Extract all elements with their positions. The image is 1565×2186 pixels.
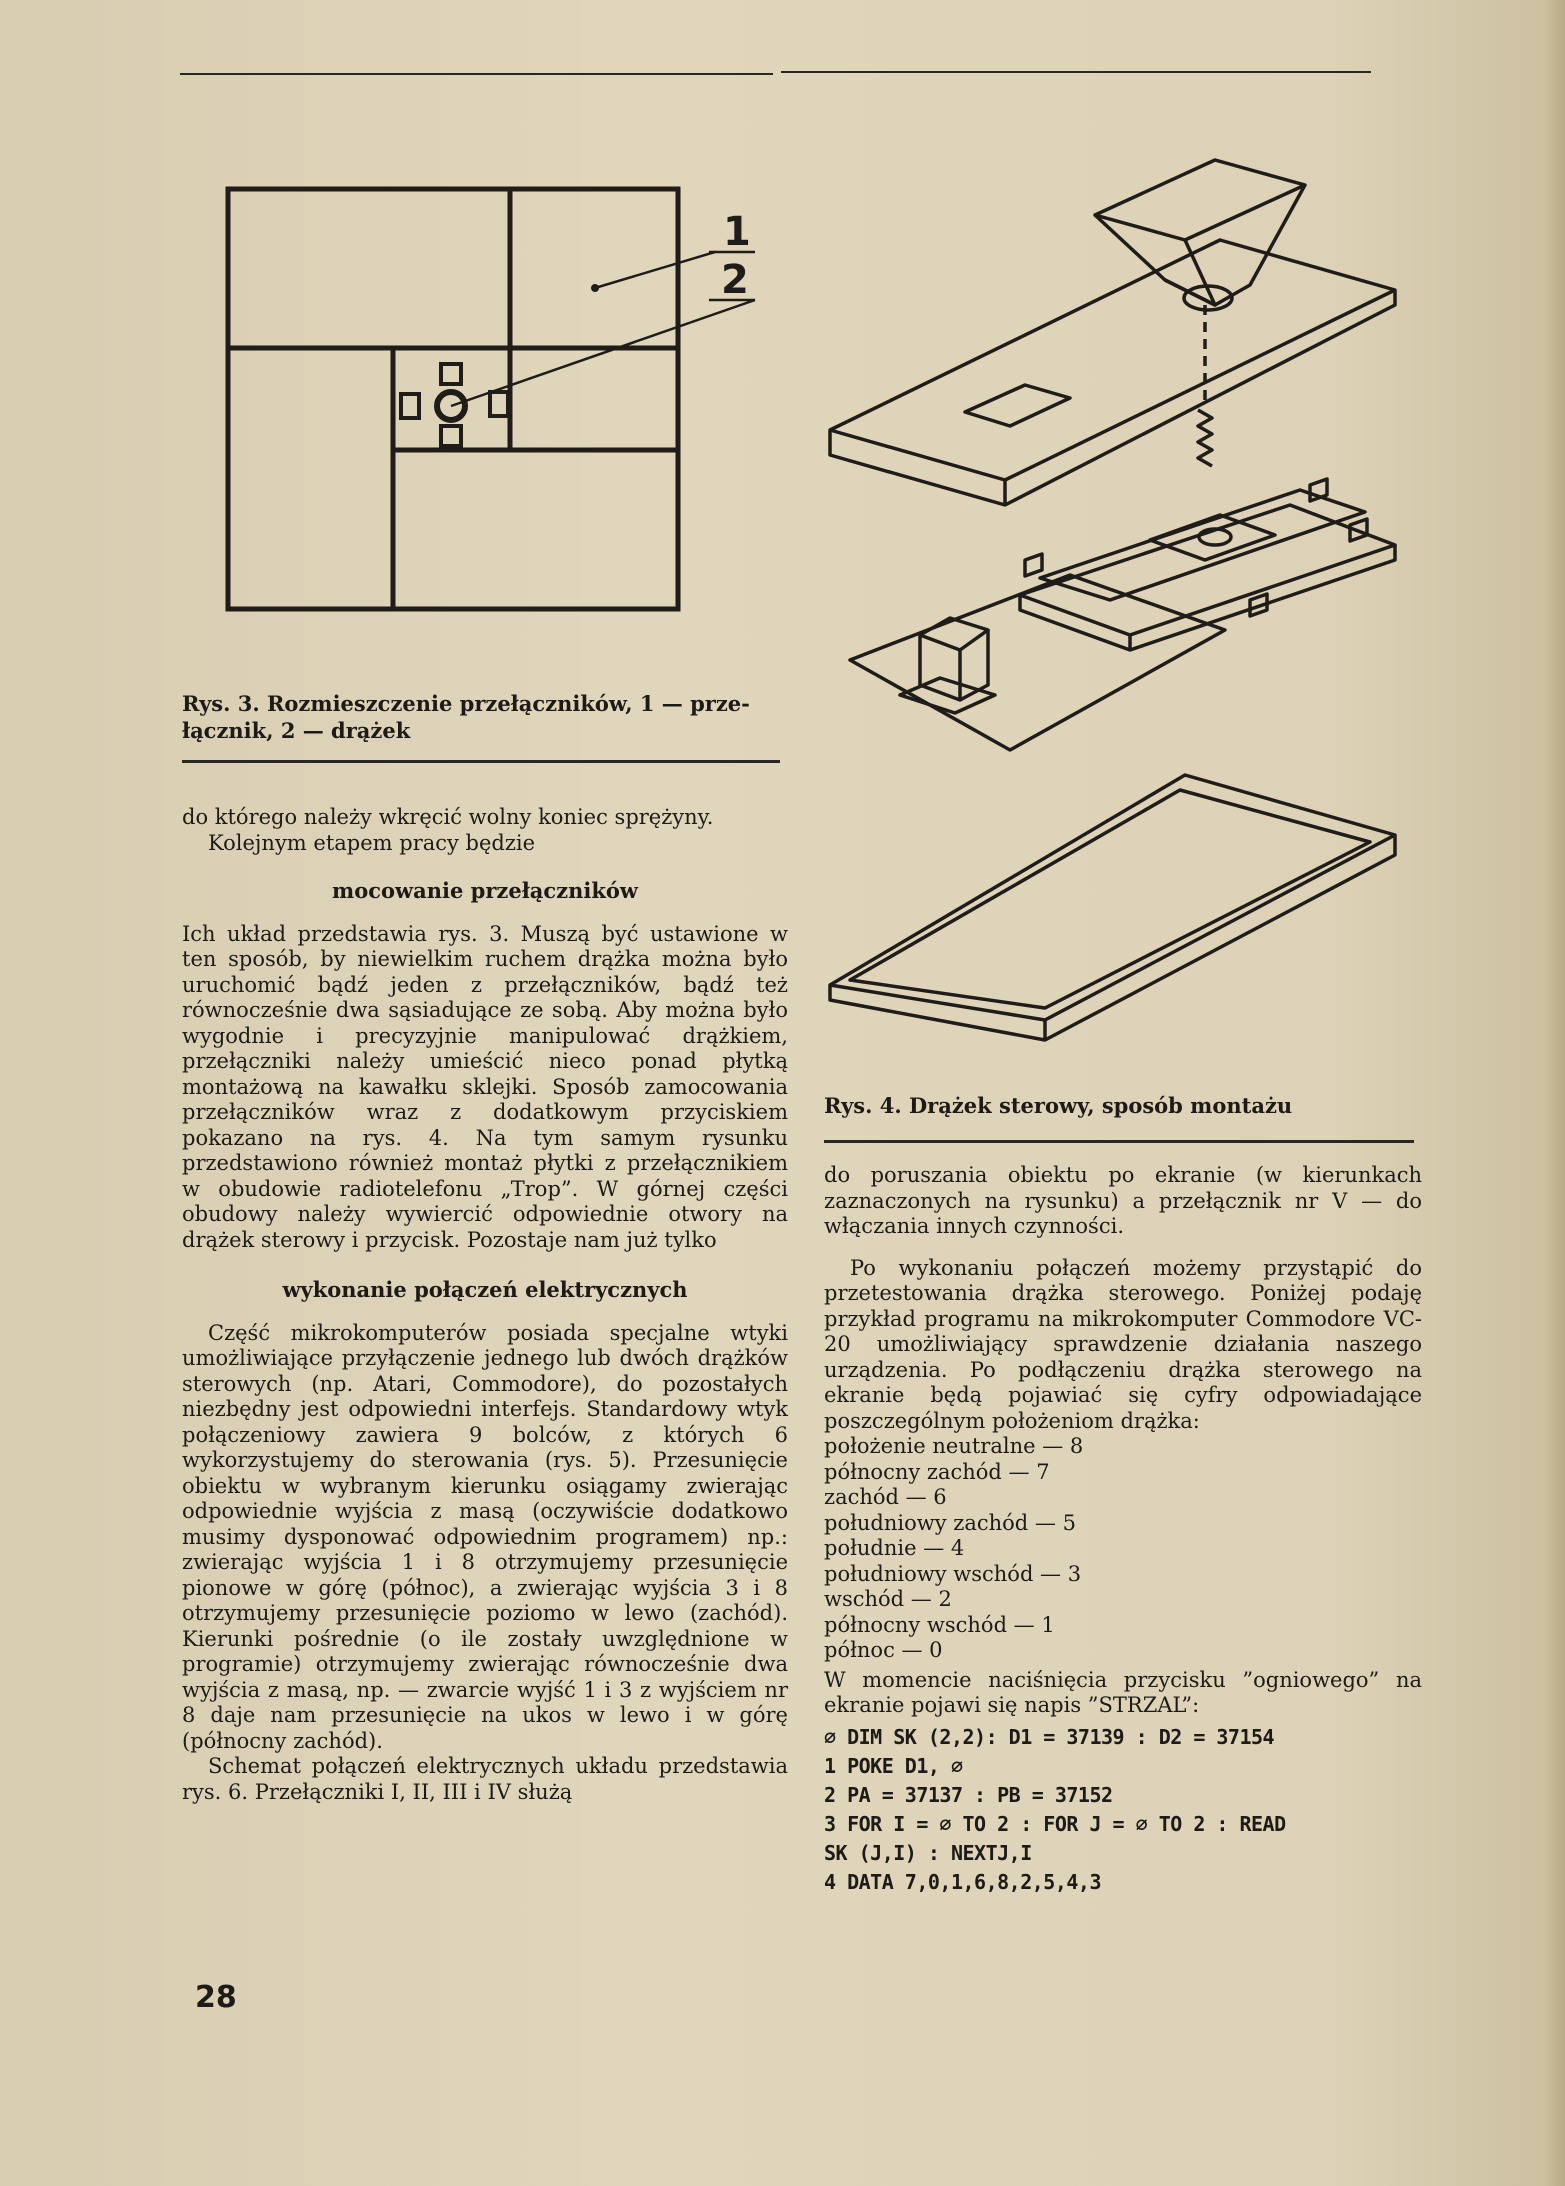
top-rule-left <box>180 73 773 75</box>
figure-3-caption: Rys. 3. Rozmieszczenie przełączników, 1 — prze-łącznik, 2 — drążek <box>182 691 750 743</box>
fig4-button-hole <box>965 385 1070 426</box>
fig3-label-2: 2 <box>721 257 749 303</box>
left-para-3: Ich układ przedstawia rys. 3. Muszą być ustawione w ten sposób, by niewielkim ruchem drążka można było uruchomić bądź jeden z przełączników, bądź też równocześnie dwa sąsiadujące ze sobą. Aby można było wygodnie i precyzyjnie manipulować drążkiem, przełączniki należy umieścić nieco ponad płytką montażową na kawałku sklejki. Sposób zamocowania przełączników wraz z dodatkowym przyciskiem pokazano na rys. 4. Na tym samym rysunku przedstawiono również montaż płytki z przełącznikiem w obudowie radiotelefonu „Trop”. W górnej części obudowy należy wywiercić odpowiednie otwory na drążek sterowy i przycisk. Pozostaje nam już tylko <box>182 921 788 1252</box>
fig3-label-1: 1 <box>723 209 751 255</box>
position-item: wschód — 2 <box>824 1587 952 1611</box>
position-item: położenie neutralne — 8 <box>824 1434 1084 1458</box>
code-line: 2 PA = 37137 : PB = 37152 <box>824 1782 1113 1807</box>
heading-polaczenia: wykonanie połączeń elektrycznych <box>282 1277 688 1302</box>
position-list <box>824 1434 1422 1664</box>
position-item: północny wschód — 1 <box>824 1612 1055 1637</box>
right-para-1: do poruszania obiektu po ekranie (w kierunkach zaznaczonych na rysunku) a przełącznik nr V — do włączania innych czynności. <box>824 1163 1422 1238</box>
fig4-switch-board <box>1020 505 1395 635</box>
right-para-2: Po wykonaniu połączeń możemy przystąpić do przetestowania drążka sterowego. Poniżej podaję przykład programu na mikrokomputer Commodore VC-20 umożliwiający sprawdzenie działania naszego urządzenia. Po podłączeniu drążka sterowego na ekranie będą pojawiać się cyfry odpowiadające poszczególnym położeniom drążka: <box>824 1255 1422 1433</box>
fig4-push-button <box>920 618 988 650</box>
figure-3-switch-layout <box>215 170 775 620</box>
heading-mocowanie: mocowanie przełączników <box>332 878 638 903</box>
fig3-switch-right <box>490 392 508 416</box>
right-para-3: W momencie naciśnięcia przycisku ”ogniowego” na ekranie pojawi się napis ”STRZAL”: <box>824 1667 1422 1717</box>
fig3-switch-top <box>441 364 461 384</box>
position-item: południowy zachód — 5 <box>824 1510 1076 1535</box>
page-number: 28 <box>195 1980 237 2015</box>
code-line: SK (J,I) : NEXTJ,I <box>824 1840 1032 1865</box>
position-item: południe — 4 <box>824 1536 965 1560</box>
fig3-outer-frame <box>228 189 678 609</box>
fig4-spring <box>1198 410 1212 466</box>
fig3-switch-bottom <box>441 426 461 446</box>
basic-program-listing <box>824 1723 1422 1897</box>
code-line: 3 FOR I = ∅ TO 2 : FOR J = ∅ TO 2 : READ <box>824 1811 1286 1836</box>
fig3-switch-left <box>401 394 419 418</box>
fig4-switch-cluster <box>1150 515 1275 560</box>
figure-4-caption: Rys. 4. Drążek sterowy, sposób montażu <box>824 1093 1293 1118</box>
figure-4-joystick-assembly <box>820 130 1410 1060</box>
right-column <box>824 1163 1422 1897</box>
page-edge-shadow <box>1543 0 1565 2186</box>
left-para-2: Kolejnym etapem pracy będzie <box>208 830 536 855</box>
fig4-caption-rule <box>824 1140 1414 1143</box>
left-para-4: Część mikrokomputerów posiada specjalne wtyki umożliwiające przyłączenie jednego lub dwóch drążków sterowych (np. Atari, Commodore), do pozostałych niezbędny jest odpowiedni interfejs. Standardowy wtyk połączeniowy zawiera 9 bolców, z których 6 wykorzystujemy do sterowania (rys. 5). Przesunięcie obiektu w wybranym kierunku osiągamy zwierając odpowiednie wyjścia z masą (oczywiście dodatkowo musimy dysponować odpowiednim programem) np.: zwierając wyjścia 1 i 8 otrzymujemy przesunięcie pionowe w górę (północ), a zwierając wyjścia 3 i 8 otrzymujemy przesunięcie poziomo w lewo (zachód). Kierunki pośrednie (o ile zostały uwzględnione w programie) otrzymujemy zwierając równocześnie dwa wyjścia z masą, np. — zwarcie wyjść 1 i 3 z wyjściem nr 8 daje nam przesunięcie na ukos w lewo i w górę (północny zachód). <box>182 1320 788 1753</box>
position-item: południowy wschód — 3 <box>824 1561 1082 1586</box>
fig3-caption-rule <box>182 760 780 763</box>
position-item: północny zachód — 7 <box>824 1459 1050 1484</box>
top-rule-right <box>781 71 1371 73</box>
position-item: północ — 0 <box>824 1638 943 1662</box>
code-line: ∅ DIM SK (2,2): D1 = 37139 : D2 = 37154 <box>824 1724 1275 1749</box>
position-item: zachód — 6 <box>824 1485 947 1509</box>
code-line: 4 DATA 7,0,1,6,8,2,5,4,3 <box>824 1869 1101 1894</box>
left-para-1: do którego należy wkręcić wolny koniec sprężyny. <box>182 805 714 829</box>
code-line: 1 POKE D1, ∅ <box>824 1753 963 1778</box>
fig4-lid-plate <box>830 240 1395 505</box>
left-column <box>182 805 788 1805</box>
left-para-5: Schemat połączeń elektrycznych układu przedstawia rys. 6. Przełączniki I, II, III i IV służą <box>182 1754 788 1804</box>
fig4-knob-top <box>1095 160 1305 240</box>
